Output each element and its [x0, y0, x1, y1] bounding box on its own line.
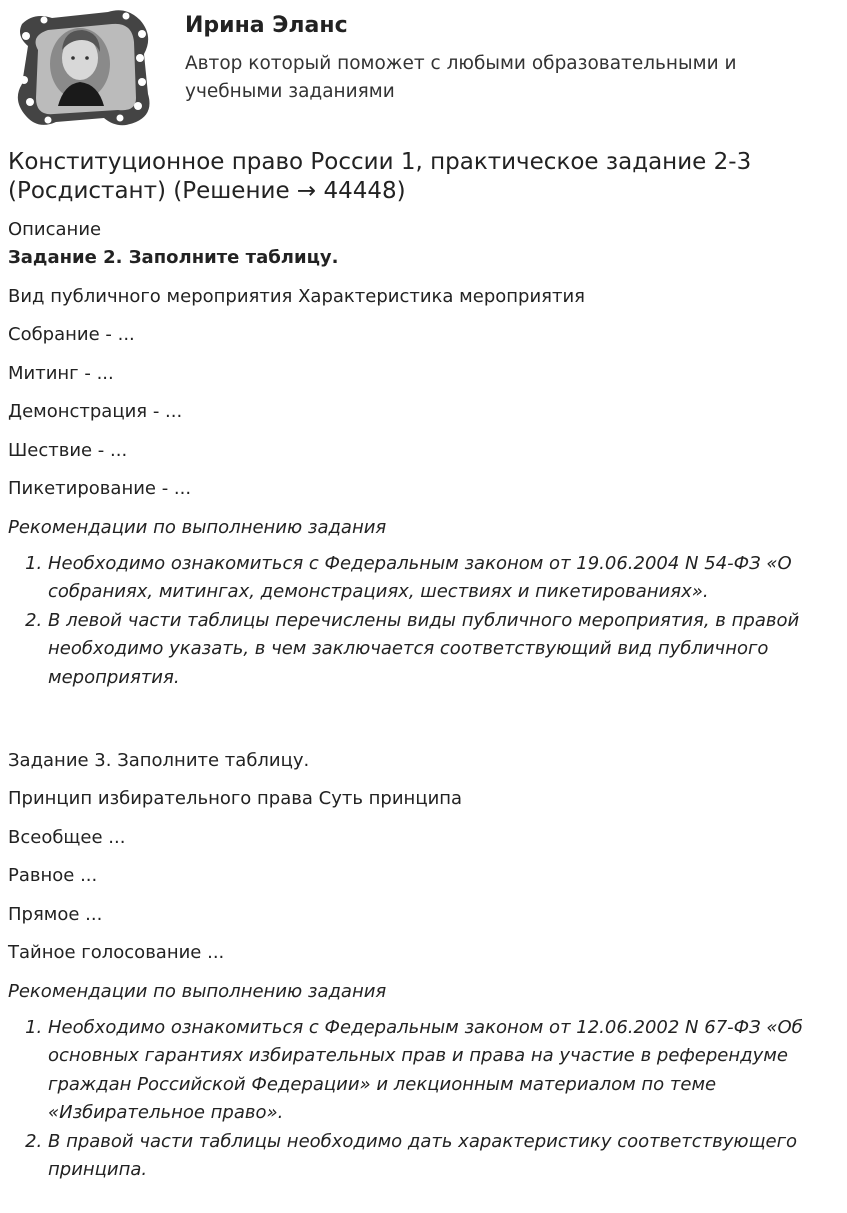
description-label: Описание [8, 219, 102, 240]
task2-row: Шествие - ... [8, 439, 128, 461]
task2-row: Собрание - ... [8, 324, 135, 345]
list-item: 2. В правой части таблицы необходимо дать характеристику соответствующего принципа. [48, 1128, 840, 1185]
task2-recommendations-label: Рекомендации по выполнению задания [8, 516, 387, 538]
task3-row: Прямое ... [8, 903, 103, 925]
list-item: 1. Необходимо ознакомиться с Федеральным законом от 12.06.2002 N 67-ФЗ «Об основных гарантиях избирательных прав и права на участие в референдуме граждан Российской Федерации» и лекционным материалом по теме «Избирательное право». [48, 1014, 840, 1128]
task3-recommendations-label: Рекомендации по выполнению задания [8, 980, 387, 1002]
task3-table-header: Принцип избирательного права Суть принципа [8, 788, 463, 809]
task2-row: Митинг - ... [8, 362, 114, 384]
list-item: 2. В левой части таблицы перечислены виды публичного мероприятия, в правой необходимо указать, в чем заключается соответствующий вид публичного мероприятия. [48, 607, 840, 693]
spacer [8, 692, 840, 736]
page [8, 0, 840, 1180]
list-item: 1. Необходимо ознакомиться с Федеральным законом от 19.06.2004 N 54-ФЗ «О собраниях, митингах, демонстрациях, шествиях и пикетированиях». [48, 550, 840, 607]
document-body [8, 216, 840, 1185]
task3-row: Равное ... [8, 865, 98, 886]
film-reel-portrait-icon[interactable] [8, 6, 153, 128]
page-title: Конституционное право России 1, практическое задание 2-3 (Росдистант) (Решение → 44448) [8, 149, 752, 204]
author-card [8, 0, 840, 140]
author-description: Автор который поможет с любыми образовательными и учебными заданиями [185, 53, 737, 102]
author-name[interactable]: Ирина Эланс [185, 13, 348, 38]
task3-row: Всеобщее ... [8, 826, 126, 848]
task2-recommendations-list [8, 550, 840, 693]
task2-heading: Задание 2. Заполните таблицу. [8, 247, 339, 268]
task3-recommendations-list [8, 1014, 840, 1185]
task2-row: Демонстрация - ... [8, 401, 183, 422]
task2-row: Пикетирование - ... [8, 478, 192, 499]
task2-table-header: Вид публичного мероприятия Характеристика мероприятия [8, 285, 585, 307]
task3-heading: Задание 3. Заполните таблицу. [8, 749, 310, 771]
task3-row: Тайное голосование ... [8, 942, 225, 963]
